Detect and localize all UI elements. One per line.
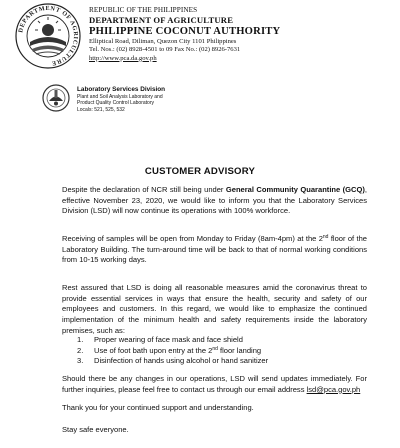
list-number: 1. [77, 335, 84, 344]
division-line-1: Plant and Soil Analysis Laboratory and [77, 94, 163, 100]
svg-text:DEPARTMENT OF AGRICULTURE: DEPARTMENT OF AGRICULTURE [17, 4, 80, 67]
paragraph-receiving [62, 234, 367, 266]
list-number: 3. [77, 356, 84, 366]
advisory-title: CUSTOMER ADVISORY [144, 166, 256, 177]
division-block [77, 86, 277, 113]
department-seal-logo [14, 2, 82, 70]
paragraph-measures: Rest assured that LSD is doing all reasonable measures amid the coronavirus threat to provide essential services in ways that ensure the health, security and safety of our employees and customers. In this regard, we would like to emphasize the continued implementation of the minimum health and safety requirements inside the laboratory premises, such as: [62, 283, 367, 335]
ordinal-suffix: nd [322, 234, 329, 240]
division-logo [42, 84, 70, 112]
letterhead-department: DEPARTMENT OF AGRICULTURE [89, 15, 234, 25]
letterhead-authority: PHILIPPINE COCONUT AUTHORITY [89, 26, 281, 37]
letterhead-phones: Tel. Nos.: (02) 8928-4501 to 09 Fax No.: (02) 8926-7631 [89, 46, 241, 54]
list-item [62, 356, 367, 367]
division-locals: Locals: 521, 525, 532 [77, 106, 125, 113]
paragraph-receiving-text-2: floor of the Laboratory Building. The turn-around time will be back to that of normal working conditions from 10-15 working days. [62, 234, 367, 265]
email-link[interactable]: lsd@pca.gov.ph [306, 384, 361, 394]
letterhead [89, 6, 394, 63]
list-text: Use of foot bath upon entry at the 2 [94, 345, 213, 355]
paragraph-closing: Stay safe everyone. [62, 425, 129, 434]
list-text: Disinfection of hands using alcohol or hand sanitizer [94, 356, 269, 366]
division-line-2: Product Quality Control Laboratory [77, 100, 154, 107]
division-title: Laboratory Services Division [77, 86, 166, 93]
gcq-highlight: General Community Quarantine (GCQ) [225, 185, 365, 194]
letterhead-address: Elliptical Road, Diliman, Quezon City 1101 Philippines [89, 38, 237, 45]
list-number: 2. [77, 345, 84, 355]
paragraph-gcq-text-2: , effective November 23, 2020, we would like to inform you that the Laboratory Services Division (LSD) will now continue its operations with 100% workforce. [62, 185, 367, 216]
paragraph-updates [62, 374, 367, 395]
list-item [62, 346, 367, 357]
ordinal-suffix: nd [212, 345, 218, 352]
list-text-2: floor landing [217, 345, 262, 355]
paragraph-receiving-text: Receiving of samples will be open from Monday to Friday (8am-4pm) at the 2 [62, 234, 323, 243]
paragraph-updates-text: Should there be any changes in our operations, LSD will send updates immediately. For further inquiries, please feel free to contact us through our email address [62, 374, 367, 394]
list-text: Proper wearing of face mask and face shield [94, 335, 243, 344]
list-item [62, 335, 367, 346]
letterhead-republic: REPUBLIC OF THE PHILIPPINES [89, 6, 198, 14]
requirements-list [62, 335, 367, 367]
letterhead-website[interactable]: http://www.pca.da.gov.ph [89, 54, 157, 62]
paragraph-gcq [62, 185, 367, 217]
paragraph-gcq-text: Despite the declaration of NCR still being under [62, 185, 226, 194]
paragraph-thanks: Thank you for your continued support and understanding. [62, 403, 254, 412]
